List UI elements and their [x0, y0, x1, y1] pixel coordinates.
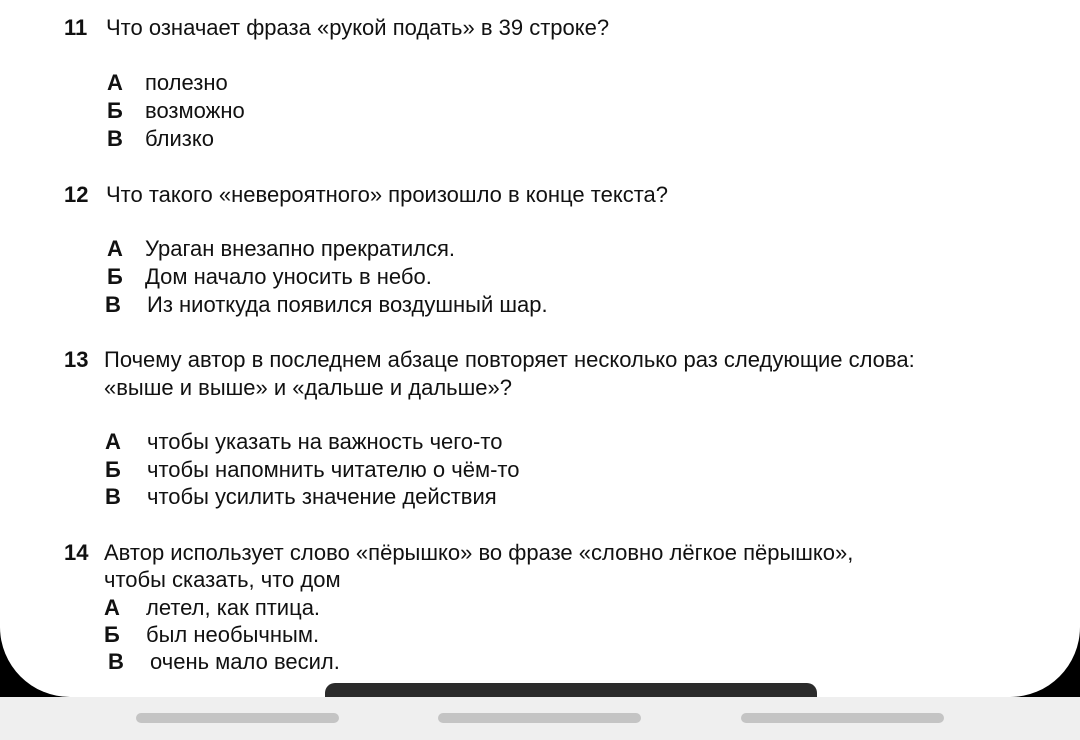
option-text: чтобы указать на важность чего-то — [147, 429, 503, 454]
option-letter: Б — [107, 264, 123, 289]
option-letter: А — [105, 429, 121, 454]
option-text: Дом начало уносить в небо. — [145, 264, 432, 289]
option-text: очень мало весил. — [150, 649, 340, 674]
question-text-line-1: Автор использует слово «пёрышко» во фразе «словно лёгкое пёрышко», — [104, 540, 854, 565]
option-text: летел, как птица. — [146, 595, 321, 620]
question-text-line-1: Почему автор в последнем абзаце повторяет несколько раз следующие слова: — [104, 347, 915, 372]
option-text: Из ниоткуда появился воздушный шар. — [147, 292, 548, 317]
option-letter: В — [105, 292, 121, 317]
option-text: Ураган внезапно прекратился. — [145, 236, 456, 261]
question-text-line-2: чтобы сказать, что дом — [104, 567, 341, 592]
option-text: был необычным. — [146, 622, 320, 647]
option-letter: А — [107, 236, 123, 261]
question-number: 11 — [64, 15, 88, 40]
option-letter: В — [108, 649, 124, 674]
page-switcher-pill-1[interactable] — [136, 713, 339, 723]
option-letter: В — [105, 484, 121, 509]
question-text: Что означает фраза «рукой подать» в 39 строке? — [106, 15, 610, 40]
option-text: полезно — [145, 70, 228, 95]
option-letter: А — [104, 595, 120, 620]
option-text: возможно — [145, 98, 245, 123]
question-text-line-2: «выше и выше» и «дальше и дальше»? — [104, 375, 512, 400]
question-number: 12 — [64, 182, 89, 207]
question-number: 14 — [64, 540, 89, 565]
option-letter: В — [107, 126, 123, 151]
question-text: Что такого «невероятного» произошло в конце текста? — [106, 182, 668, 207]
option-text: чтобы напомнить читателю о чём-то — [147, 457, 520, 482]
option-text: близко — [145, 126, 214, 151]
option-letter: Б — [107, 98, 123, 123]
option-letter: Б — [104, 622, 120, 647]
option-text: чтобы усилить значение действия — [147, 484, 497, 509]
page-switcher-pill-3[interactable] — [741, 713, 944, 723]
question-number: 13 — [64, 347, 89, 372]
page-switcher-pill-2[interactable] — [438, 713, 641, 723]
option-letter: А — [107, 70, 123, 95]
option-letter: Б — [105, 457, 121, 482]
